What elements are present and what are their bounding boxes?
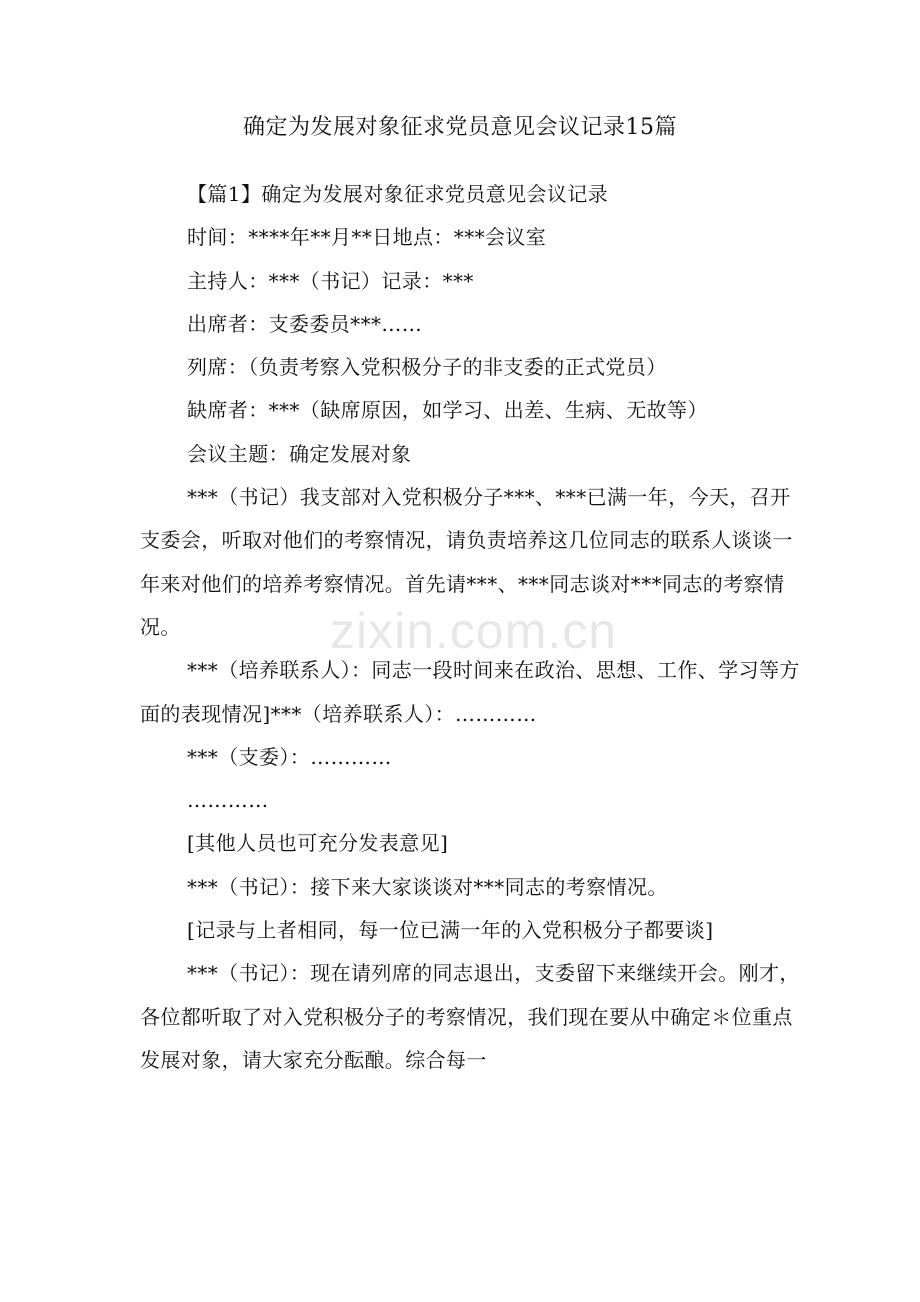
paragraph-attendees: 出席者：支委委员***……	[187, 311, 423, 336]
paragraph-committee-member: ***（支委）：…………	[187, 744, 392, 769]
paragraph-contact-report: ***（培养联系人）：同志一段时间来在政治、思想、工作、学习等方面的表现情况]***（培养联系人）：…………	[140, 658, 800, 726]
paragraph-time-location: 时间：****年**月**日地点：***会议室	[187, 225, 547, 250]
paragraph-secretary-opening: ***（书记）我支部对入党积极分子***、***已满一年，今天，召开支委会，听取对他们的考察情况，请负责培养这几位同志的联系人谈谈一年来对他们的培养考察情况。首先请***、***同志谈对***同志的考察情况。	[140, 485, 793, 639]
paragraph-secretary-next: ***（书记）：接下来大家谈谈对***同志的考察情况。	[187, 874, 668, 899]
paragraph-meeting-topic: 会议主题：确定发展对象	[187, 441, 412, 466]
document-title: 确定为发展对象征求党员意见会议记录15篇	[243, 115, 677, 140]
paragraph-others-opinion: [其他人员也可充分发表意见]	[187, 831, 449, 856]
paragraph-absentees: 缺席者：***（缺席原因，如学习、出差、生病、无故等）	[187, 398, 708, 423]
paragraph-observers: 列席：（负责考察入党积极分子的非支委的正式党员）	[187, 355, 667, 380]
watermark: zixin.com.cn	[330, 603, 618, 659]
document-body	[140, 173, 800, 1082]
paragraph-ellipsis: …………	[187, 788, 269, 813]
section-heading: 【篇1】确定为发展对象征求党员意见会议记录	[187, 182, 609, 206]
paragraph-host-recorder: 主持人：***（书记）记录：***	[187, 268, 474, 293]
paragraph-secretary-continue: ***（书记）：现在请列席的同志退出，支委留下来继续开会。刚才，各位都听取了对入党积极分子的考察情况，我们现在要从中确定＊位重点发展对象，请大家充分酝酿。综合每一	[140, 961, 800, 1072]
paragraph-record-note: [记录与上者相同，每一位已满一年的入党积极分子都要谈]	[187, 918, 714, 943]
